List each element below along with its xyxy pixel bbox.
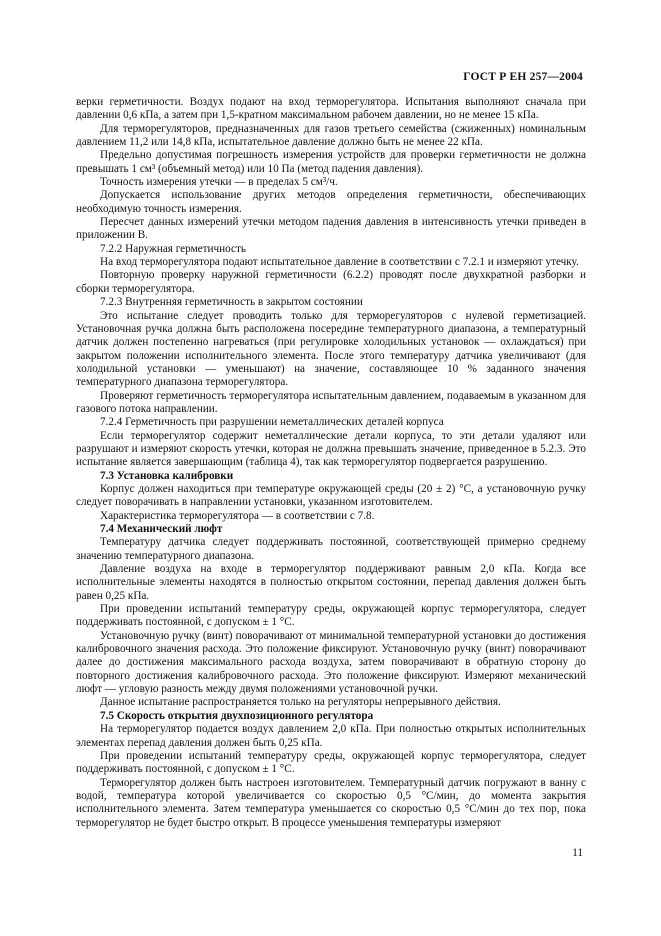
paragraph: Для терморегуляторов, предназначенных для газов третьего семейства (сжиженных) номинальным давлением 11,2 или 14,8 кПа, испытательное давление должно быть не менее 22 кПа. <box>76 122 586 149</box>
paragraph: Точность измерения утечки — в пределах 5 см³/ч. <box>100 176 338 189</box>
paragraph: Характеристика терморегулятора — в соответствии с 7.8. <box>100 509 375 522</box>
paragraph: Давление воздуха на входе в терморегулятор поддерживают равным 2,0 кПа. Когда все исполнительные элементы находятся в полностью открытом состоянии, перепад давления должен быть равен 0,25 кПа. <box>76 563 586 602</box>
paragraph: 7.2.4 Герметичность при разрушении неметаллических деталей корпуса <box>100 416 444 429</box>
section-heading: 7.5 Скорость открытия двухпозиционного регулятора <box>100 709 374 722</box>
paragraph: 7.2.2 Наружная герметичность <box>100 242 246 255</box>
paragraph: Пересчет данных измерений утечки методом падения давления в интенсивность утечки приведен в приложении В. <box>76 216 586 242</box>
paragraph: Температуру датчика следует поддерживать постоянной, соответствующей примерно среднему значению температурного диапазона. <box>76 536 586 562</box>
page-number: 11 <box>572 847 583 859</box>
paragraph: Терморегулятор должен быть настроен изготовителем. Температурный датчик погружают в ванну с водой, температура которой увеличивается со скоростью 0,5 °С/мин, до момента закрытия исполнительного элемента. Затем температура уменьшается со скоростью 0,5 °С/мин до тех пор, пока терморегулятор не будет быстро открыт. В процессе уменьшения температуры измеряют <box>76 776 586 829</box>
document-body <box>76 96 586 830</box>
paragraph: Это испытание следует проводить только для терморегуляторов с нулевой герметизацией. Установочная ручка должна быть расположена посередине температурного диапазона, а температурный датчик должен постепенно нагреваться (при регулировке холодильных установок — охлаждаться) при закрытом положении исполнительного элемента. После этого температуру датчика увеличивают (для холодильной установки — уменьшают) на значение, составляющее 10 % заданного значения температурного диапазона терморегулятора. <box>76 309 586 389</box>
paragraph: Повторную проверку наружной герметичности (6.2.2) проводят после двухкратной разборки и сборки терморегулятора. <box>76 269 586 295</box>
paragraph: 7.2.3 Внутренняя герметичность в закрытом состоянии <box>100 296 363 309</box>
paragraph: Корпус должен находиться при температуре окружающей среды (20 ± 2) °С, а установочную ручку следует поворачивать в направлении установки, указанном изготовителем. <box>76 482 586 509</box>
paragraph: Данное испытание распространяется только на регуляторы непрерывного действия. <box>100 696 501 709</box>
paragraph: Предельно допустимая погрешность измерения устройств для проверки герметичности не должна превышать 1 см³ (объемный метод) или 10 Па (метод падения давления). <box>76 149 586 175</box>
standard-code-header: ГОСТ Р ЕН 257—2004 <box>463 71 583 83</box>
section-heading: 7.3 Установка калибровки <box>100 469 234 482</box>
paragraph: При проведении испытаний температуру среды, окружающей корпус терморегулятора, следует поддерживать постоянной, с допуском ± 1 °С. <box>76 603 586 629</box>
paragraph: верки герметичности. Воздух подают на вход терморегулятора. Испытания выполняют сначала при давлении 0,6 кПа, а затем при 1,5-кратном максимальном рабочем давлении, но не менее 15 кПа. <box>76 96 586 122</box>
paragraph: Допускается использование других методов определения герметичности, обеспечивающих необходимую точность измерения. <box>76 189 586 215</box>
paragraph: Если терморегулятор содержит неметаллические детали корпуса, то эти детали удаляют или разрушают и измеряют скорость утечки, которая не должна превышать значение, приведенное в 5.2.3. Это испытание является завершающим (таблица 4), так как терморегулятор подвергается разрушению. <box>76 429 586 469</box>
paragraph: На вход терморегулятора подают испытательное давление в соответствии с 7.2.1 и измеряют утечку. <box>100 256 579 269</box>
paragraph: На терморегулятор подается воздух давлением 2,0 кПа. При полностью открытых исполнительных элементах перепад давления должен быть 0,25 кПа. <box>76 723 586 749</box>
paragraph: Установочную ручку (винт) поворачивают от минимальной температурной установки до достижения калибровочного значения расхода. Это положение фиксируют. Установочную ручку (винт) поворачивают далее до достижения максимального расхода воздуха, затем поворачивают в обратную сторону до повторного достижения калибровочного расхода. Это положение фиксируют. Измеряют механический люфт — угловую разность между двумя положениями установочной ручки. <box>76 629 586 696</box>
section-heading: 7.4 Механический люфт <box>100 523 223 535</box>
paragraph: При проведении испытаний температуру среды, окружающей корпус терморегулятора, следует поддерживать постоянной, с допуском ± 1 °С. <box>76 749 586 776</box>
paragraph: Проверяют герметичность терморегулятора испытательным давлением, подаваемым в указанном для газового потока направлении. <box>76 389 586 415</box>
